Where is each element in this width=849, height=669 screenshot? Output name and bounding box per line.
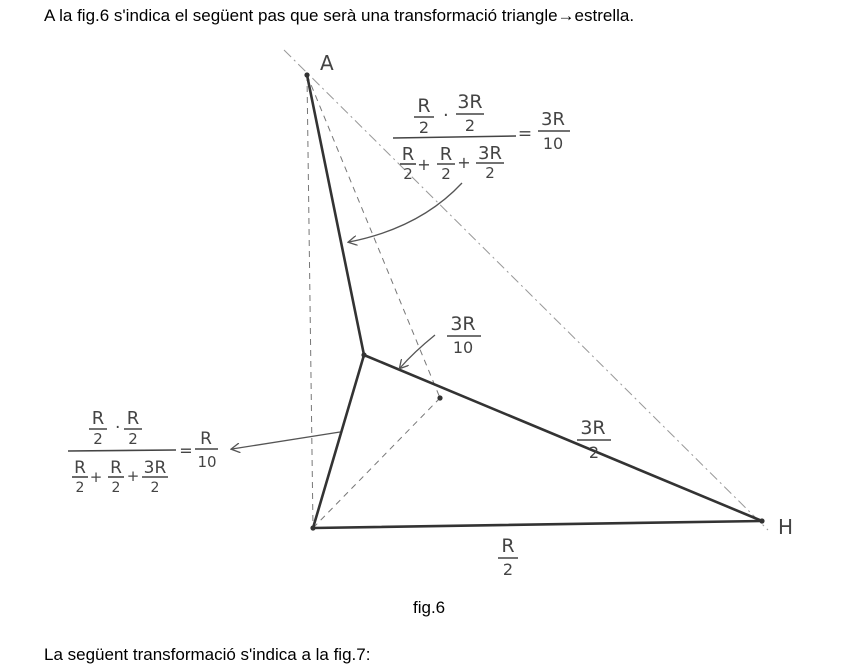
- edge-center-h: [364, 355, 762, 521]
- node-a-dot: [304, 72, 309, 77]
- ft-d2: R: [439, 144, 453, 165]
- fl-d1: R: [74, 458, 86, 478]
- ft-n2: 3R: [457, 91, 483, 113]
- fl-dot: ·: [115, 418, 121, 438]
- node-a-label: A: [320, 51, 334, 75]
- label-3r-2-den: 2: [588, 443, 600, 462]
- fl-plus1: +: [89, 468, 103, 486]
- fl-d2d: 2: [111, 480, 121, 496]
- ft-dot: ·: [443, 105, 449, 126]
- arrow-top-formula: [349, 183, 462, 242]
- node-h-dot: [759, 518, 764, 523]
- node-bottom-dot: [310, 525, 315, 530]
- ft-n2d: 2: [464, 116, 476, 135]
- ft-plus1: +: [417, 155, 431, 174]
- formula-left: [68, 408, 218, 496]
- ft-d3: 3R: [478, 143, 502, 164]
- label-3r-10-den: 10: [452, 338, 474, 357]
- ft-n1d: 2: [418, 118, 430, 137]
- ft-d3d: 2: [485, 164, 495, 182]
- dashed-line-a-bottom: [307, 75, 313, 528]
- fl-eq: =: [179, 441, 193, 460]
- fl-main-bar: [68, 450, 176, 451]
- node-center-dot: [361, 352, 366, 357]
- ft-d1d: 2: [403, 165, 413, 183]
- intro-text: A la fig.6 s'indica el següent pas que serà una transformació triangle→estrella.: [44, 6, 635, 25]
- label-3r-10: [447, 313, 481, 357]
- outro-text: La següent transformació s'indica a la fig.7:: [44, 645, 371, 664]
- edge-a-center: [307, 75, 364, 355]
- ft-main-bar: [393, 136, 516, 138]
- label-r-2-num: R: [501, 535, 515, 557]
- arrow-3r10: [400, 335, 435, 368]
- fl-n1d: 2: [93, 430, 103, 448]
- ft-d1: R: [401, 144, 415, 165]
- fl-d3: 3R: [143, 458, 167, 478]
- node-mid-dot: [437, 395, 442, 400]
- ft-rd: 10: [542, 134, 564, 153]
- arrow-left-formula: [232, 432, 340, 449]
- ft-d2d: 2: [441, 165, 451, 183]
- ft-eq: =: [517, 124, 533, 144]
- fl-rd: 10: [197, 453, 217, 471]
- edge-bottom-h: [313, 521, 762, 528]
- node-h-label: H: [778, 515, 794, 539]
- formula-top: [393, 91, 570, 183]
- fl-d1d: 2: [75, 480, 85, 496]
- label-r-2-den: 2: [502, 560, 514, 579]
- fl-n1: R: [91, 408, 105, 429]
- fl-n2: R: [126, 408, 140, 429]
- label-r-2: [498, 535, 518, 579]
- label-3r-10-num: 3R: [450, 313, 476, 335]
- ft-n1: R: [417, 95, 431, 117]
- fl-d2: R: [110, 458, 122, 478]
- ft-plus2: +: [457, 153, 471, 172]
- fl-plus2: +: [126, 467, 140, 485]
- fl-n2d: 2: [128, 430, 138, 448]
- fl-rn: R: [200, 429, 212, 449]
- construction-line-a-h: [284, 50, 768, 530]
- fl-d3d: 2: [150, 480, 160, 496]
- ft-rn: 3R: [541, 109, 565, 130]
- figure-caption: fig.6: [413, 598, 446, 617]
- label-3r-2-num: 3R: [580, 417, 606, 439]
